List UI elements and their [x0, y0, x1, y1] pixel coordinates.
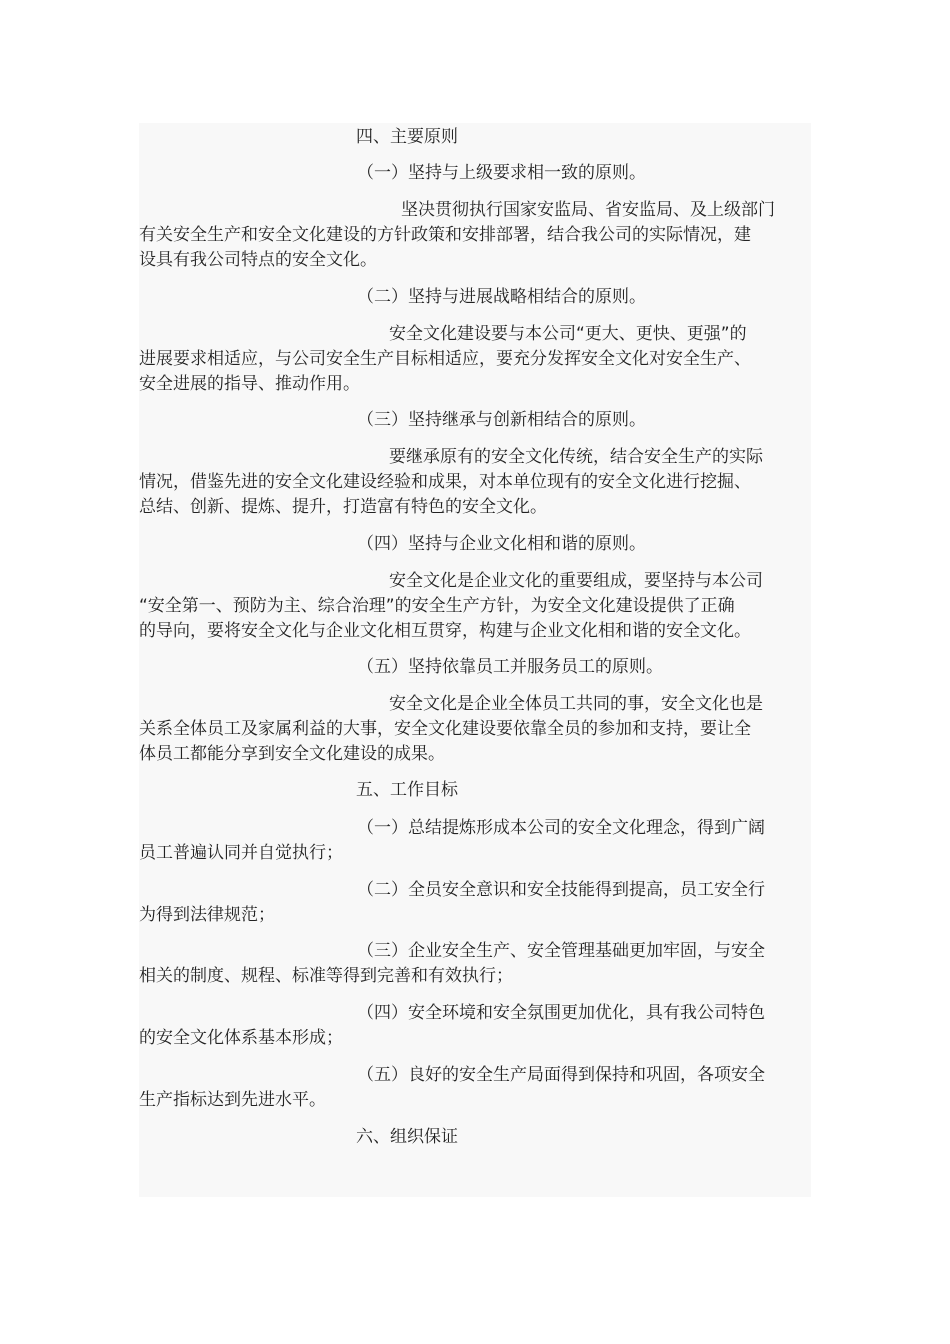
- goal-line: 员工普遍认同并自觉执行；: [139, 843, 343, 863]
- section-heading: 五、工作目标: [356, 780, 458, 800]
- goal-line: （四）安全环境和安全氛围更加优化，具有我公司特色: [357, 1003, 765, 1023]
- paragraph-line: 要继承原有的安全文化传统，结合安全生产的实际: [389, 447, 763, 467]
- paragraph-line: 关系全体员工及家属利益的大事，安全文化建设要依靠全员的参加和支持，要让全: [139, 719, 751, 739]
- section-heading: 六、组织保证: [356, 1127, 458, 1147]
- paragraph-line: 有关安全生产和安全文化建设的方针政策和安排部署，结合我公司的实际情况，建: [139, 225, 751, 245]
- paragraph-line: 情况，借鉴先进的安全文化建设经验和成果，对本单位现有的安全文化进行挖掘、: [139, 472, 751, 492]
- paragraph-line: 的导向，要将安全文化与企业文化相互贯穿，构建与企业文化相和谐的安全文化。: [139, 621, 751, 641]
- goal-line: （三）企业安全生产、安全管理基础更加牢固，与安全: [357, 941, 765, 961]
- principle-title: （一）坚持与上级要求相一致的原则。: [357, 163, 646, 183]
- goal-line: 生产指标达到先进水平。: [139, 1090, 326, 1110]
- goal-line: （五）良好的安全生产局面得到保持和巩固，各项安全: [357, 1065, 765, 1085]
- goal-line: （二）全员安全意识和安全技能得到提高，员工安全行: [357, 880, 765, 900]
- principle-title: （三）坚持继承与创新相结合的原则。: [357, 410, 646, 430]
- paragraph-line: “安全第一、预防为主、综合治理”的安全生产方针，为安全文化建设提供了正确: [139, 596, 735, 616]
- paragraph-line: 安全文化是企业文化的重要组成，要坚持与本公司: [389, 571, 763, 591]
- document-page: [139, 123, 811, 1197]
- paragraph-line: 进展要求相适应，与公司安全生产目标相适应，要充分发挥安全文化对安全生产、: [139, 349, 751, 369]
- goal-line: 的安全文化体系基本形成；: [139, 1028, 343, 1048]
- principle-title: （五）坚持依靠员工并服务员工的原则。: [357, 657, 663, 677]
- principle-title: （二）坚持与进展战略相结合的原则。: [357, 287, 646, 307]
- goal-line: 相关的制度、规程、标准等得到完善和有效执行；: [139, 966, 513, 986]
- paragraph-line: 设具有我公司特点的安全文化。: [139, 250, 377, 270]
- paragraph-line: 总结、创新、提炼、提升，打造富有特色的安全文化。: [139, 497, 547, 517]
- paragraph-line: 体员工都能分享到安全文化建设的成果。: [139, 744, 445, 764]
- paragraph-line: 坚决贯彻执行国家安监局、省安监局、及上级部门: [401, 200, 775, 220]
- section-heading: 四、主要原则: [356, 127, 458, 147]
- goal-line: （一）总结提炼形成本公司的安全文化理念，得到广阔: [357, 818, 765, 838]
- paragraph-line: 安全文化是企业全体员工共同的事，安全文化也是: [389, 694, 763, 714]
- goal-line: 为得到法律规范；: [139, 905, 275, 925]
- paragraph-line: 安全文化建设要与本公司“更大、更快、更强”的: [389, 324, 747, 344]
- paragraph-line: 安全进展的指导、推动作用。: [139, 374, 360, 394]
- principle-title: （四）坚持与企业文化相和谐的原则。: [357, 534, 646, 554]
